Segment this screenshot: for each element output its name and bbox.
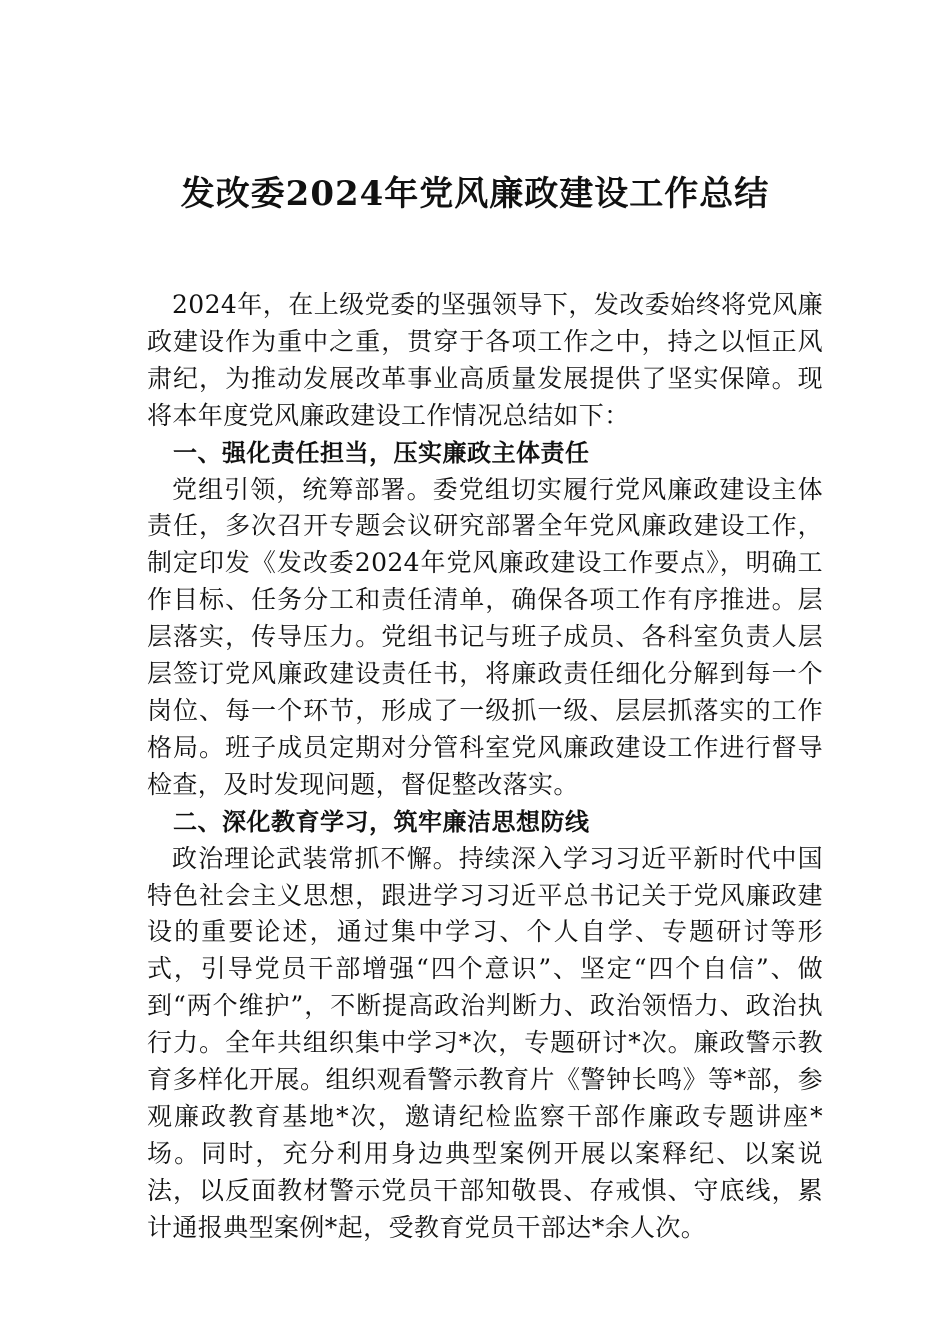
intro-paragraph: 2024年，在上级党委的坚强领导下，发改委始终将党风廉政建设作为重中之重，贯穿于各项工作之中，持之以恒正风肃纪，为推动发展改革事业高质量发展提供了坚实保障。现将本年度党风廉政建设工作情况总结如下： [147,290,823,430]
document-body [147,287,823,1247]
section-heading-1: 一、强化责任担当，压实廉政主体责任 [173,438,590,467]
document-title: 发改委2024年党风廉政建设工作总结 [180,174,770,214]
section-body-2: 政治理论武装常抓不懈。持续深入学习习近平新时代中国特色社会主义思想，跟进学习习近平总书记关于党风廉政建设的重要论述，通过集中学习、个人自学、专题研讨等形式，引导党员干部增强“四个意识”、坚定“四个自信”、做到“两个维护”，不断提高政治判断力、政治领悟力、政治执行力。全年共组织集中学习*次，专题研讨*次。廉政警示教育多样化开展。组织观看警示教育片《警钟长鸣》等*部，参观廉政教育基地*次，邀请纪检监察干部作廉政专题讲座*场。同时，充分利用身边典型案例开展以案释纪、以案说法，以反面教材警示党员干部知敬畏、存戒惧、守底线，累计通报典型案例*起，受教育党员干部达*余人次。 [147,843,823,1242]
section-heading-2: 二、深化教育学习，筑牢廉洁思想防线 [173,807,590,836]
section-body-1: 党组引领，统筹部署。委党组切实履行党风廉政建设主体责任，多次召开专题会议研究部署全年党风廉政建设工作，制定印发《发改委2024年党风廉政建设工作要点》，明确工作目标、任务分工和责任清单，确保各项工作有序推进。层层落实，传导压力。党组书记与班子成员、各科室负责人层层签订党风廉政建设责任书，将廉政责任细化分解到每一个岗位、每一个环节，形成了一级抓一级、层层抓落实的工作格局。班子成员定期对分管科室党风廉政建设工作进行督导检查，及时发现问题，督促整改落实。 [147,474,823,799]
